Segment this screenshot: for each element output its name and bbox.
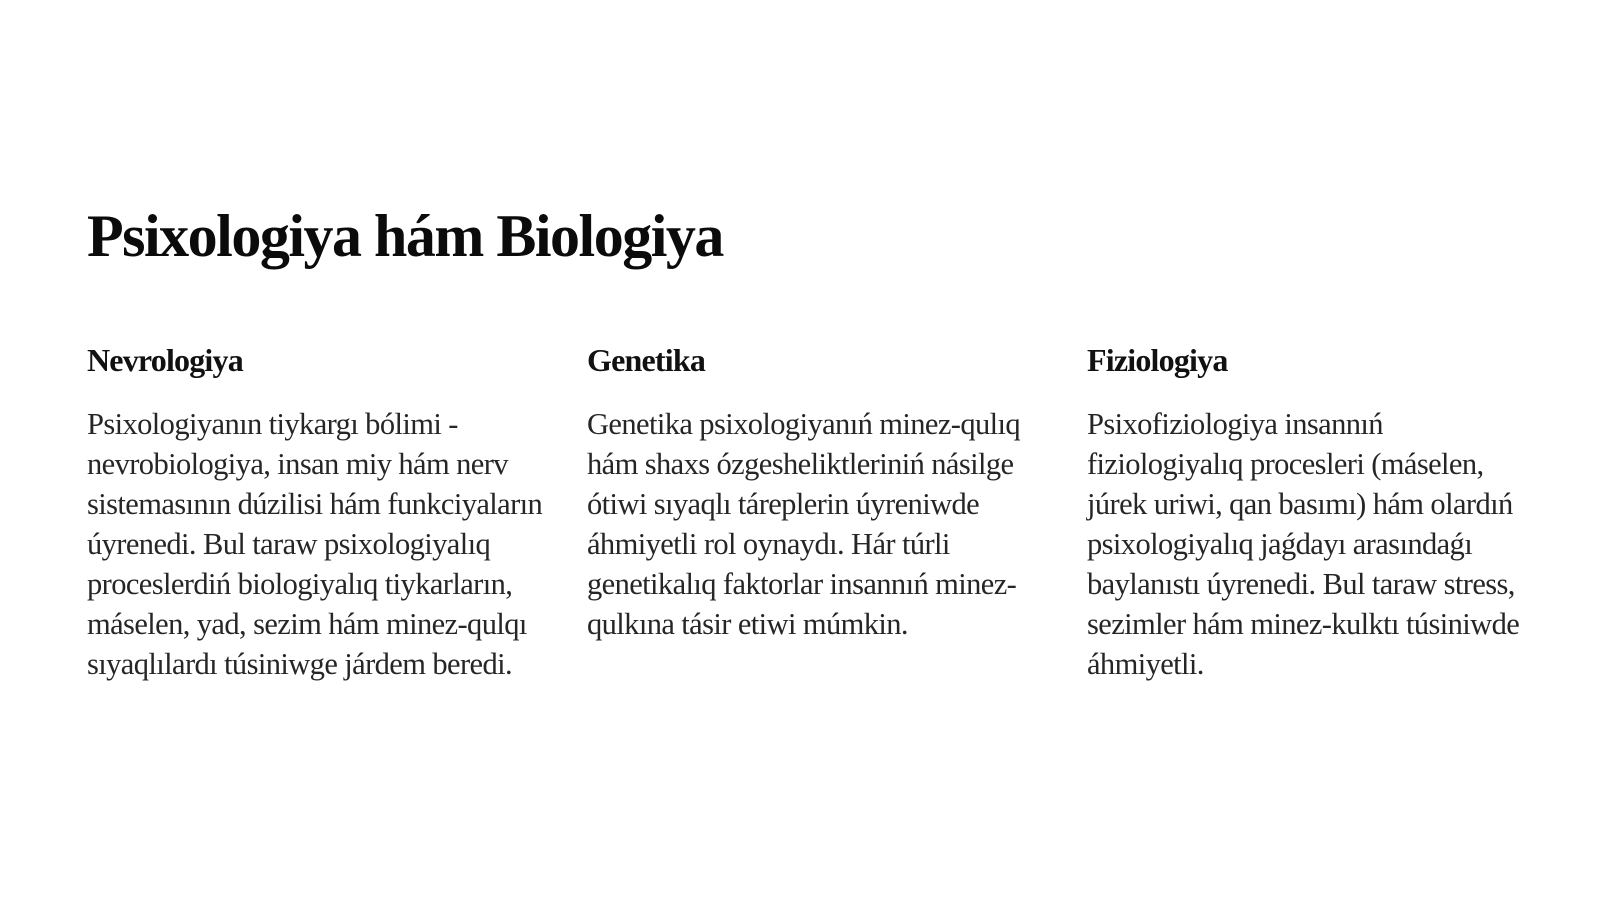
- column-body: Genetika psixologiyanıń minez-qulıq hám shaxs ózgesheliktleriniń násilge ótiwi sıyaqlı táreplerin úyreniwde áhmiyetli rol oynaydı. Hár túrli genetikalıq faktorlar insannıń minez-qulkına tásir etiwi múmkin.: [587, 407, 1021, 641]
- column-fiziologiya: [1087, 342, 1537, 684]
- column-body: Psixofiziologiya insannıń fiziologiyalıq procesleri (máselen, júrek uriwi, qan basımı) hám olardıń psixologiyalıq jaǵdayı arasındaǵı baylanıstı úyrenedi. Bul taraw stress, sezimler hám minez-kulktı túsiniwde áhmiyetli.: [1087, 407, 1520, 681]
- column-heading: Fiziologiya: [1087, 342, 1228, 378]
- slide-title: Psixologiya hám Biologiya: [87, 203, 723, 269]
- column-body: Psixologiyanın tiykargı bólimi - nevrobiologiya, insan miy hám nerv sistemasının dúzilisi hám funkciyaların úyrenedi. Bul taraw psixologiyalıq proceslerdiń biologiyalıq tiykarların, máselen, yad, sezim hám minez-qulqı sıyaqlılardı túsiniwge járdem beredi.: [87, 407, 543, 681]
- column-nevrologiya: [87, 342, 547, 684]
- column-genetika: [587, 342, 1047, 644]
- column-heading: Genetika: [587, 342, 706, 378]
- column-heading: Nevrologiya: [87, 342, 243, 378]
